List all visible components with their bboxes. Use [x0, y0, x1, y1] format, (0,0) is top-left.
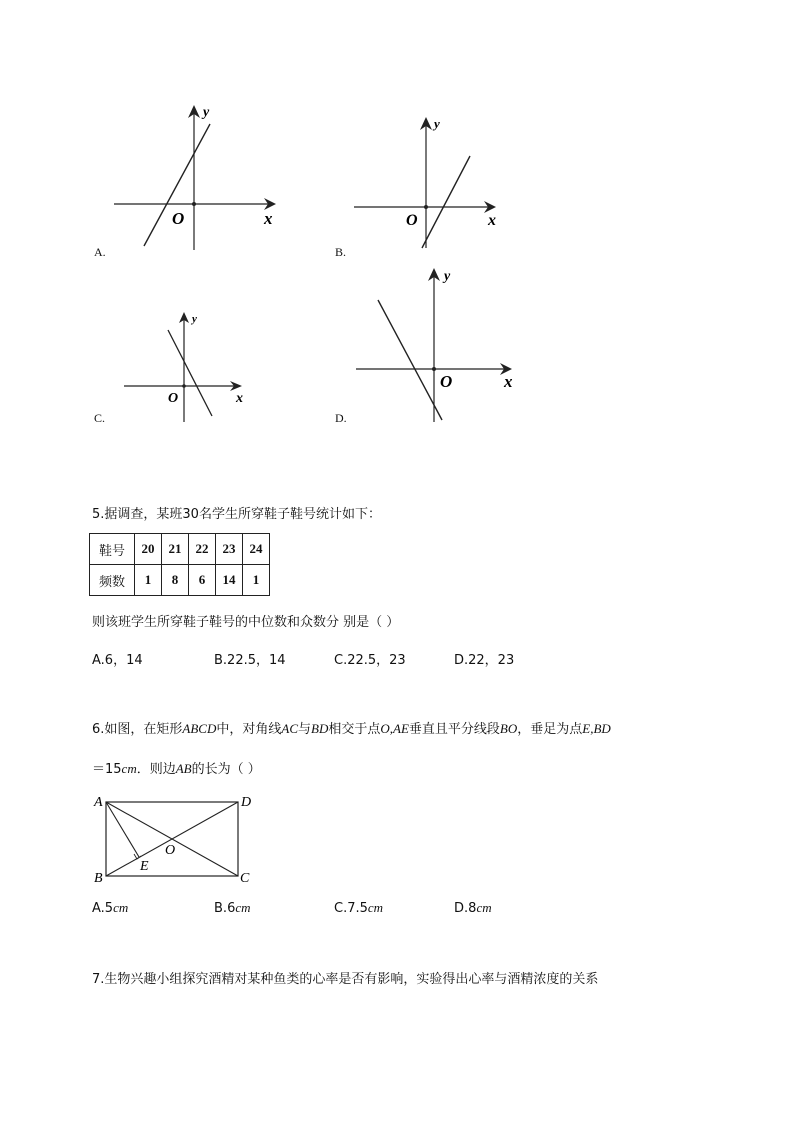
- graph-a-ylabel: y: [203, 105, 210, 120]
- table-cell: 23: [216, 534, 243, 565]
- q6-text: 6.如图，在矩形: [92, 722, 183, 737]
- option-a-label: A.: [94, 245, 106, 259]
- graph-c-xlabel: x: [236, 391, 243, 406]
- q6-text: D.: [454, 901, 469, 916]
- graph-a-xlabel: x: [264, 209, 273, 228]
- q6-text: A.: [92, 901, 105, 916]
- q5-choice-a: A.6，14: [92, 653, 143, 668]
- q6-text: ＝15: [92, 762, 122, 777]
- question-5-stem: 5.据调查，某班30名学生所穿鞋子鞋号统计如下：: [92, 507, 381, 522]
- q6-math: AE: [393, 721, 409, 736]
- table-cell: 21: [162, 534, 189, 565]
- graph-option-b: [350, 112, 510, 252]
- table-cell: 6: [189, 565, 216, 596]
- q6-math: cm: [476, 900, 492, 915]
- graph-option-a: [110, 100, 290, 260]
- question-6-stem-line2: [92, 758, 261, 777]
- q6-math: cm: [121, 761, 137, 776]
- question-7-stem: 7.生物兴趣小组探究酒精对某种鱼类的心率是否有影响，实验得出心率与酒精浓度的关系: [92, 972, 599, 987]
- question-6-stem-line1: [92, 718, 611, 737]
- q6-text: 相交于点: [328, 722, 381, 737]
- q6-text: B.: [214, 901, 228, 916]
- q6-math: E: [582, 721, 591, 736]
- option-d-label: D.: [335, 411, 347, 425]
- q6-text: 垂直且平分线段: [408, 722, 500, 737]
- graph-b-xlabel: x: [488, 212, 496, 229]
- q6-choice-b: [214, 900, 251, 916]
- q6-math: cm: [235, 900, 251, 915]
- q6-text: 5: [104, 901, 114, 916]
- table-cell: 8: [162, 565, 189, 596]
- option-b-label: B.: [335, 245, 347, 259]
- q6-math: AC: [281, 721, 298, 736]
- q6-text: 与: [298, 722, 312, 737]
- graph-d-xlabel: x: [504, 372, 513, 391]
- table-row: [90, 534, 270, 565]
- q6-math: BO: [499, 721, 518, 736]
- q5-choice-c: C.22.5，23: [334, 653, 406, 668]
- q6-text: ．则边: [136, 762, 176, 777]
- q6-math: cm: [367, 900, 384, 915]
- q6-choice-c: [334, 900, 383, 916]
- q6-choice-a: [92, 900, 128, 916]
- q6-text: 7.5: [347, 901, 368, 916]
- rectangle-figure: [90, 790, 265, 890]
- q6-text: C.: [334, 901, 348, 916]
- graph-d-ylabel: y: [444, 269, 451, 284]
- graph-option-d: [350, 262, 530, 427]
- graph-b-origin: O: [406, 212, 418, 229]
- table-header-cell: 频数: [90, 565, 135, 596]
- vertex-b: B: [94, 871, 103, 886]
- graph-c-origin: O: [168, 391, 179, 406]
- graph-a-origin: O: [172, 209, 185, 228]
- table-header-cell: 鞋号: [90, 534, 135, 565]
- q5-choice-b: B.22.5，14: [214, 653, 286, 668]
- point-o: O: [165, 843, 176, 858]
- table-row: [90, 565, 270, 596]
- q6-math: BD: [593, 721, 611, 736]
- q6-text: 6: [227, 901, 236, 916]
- table-cell: 22: [189, 534, 216, 565]
- vertex-c: C: [240, 871, 250, 886]
- table-cell: 20: [135, 534, 162, 565]
- graph-option-c: [120, 308, 260, 428]
- q6-text: 8: [468, 901, 477, 916]
- q6-text: ，垂足为点: [517, 722, 583, 737]
- q6-math: cm: [113, 900, 129, 915]
- question-5-prompt: 则该班学生所穿鞋子鞋号的中位数和众数分 别是（ ）: [92, 615, 400, 630]
- point-e: E: [140, 859, 149, 874]
- vertex-d: D: [241, 795, 252, 810]
- table-cell: 1: [243, 565, 270, 596]
- graph-b-ylabel: y: [434, 116, 440, 131]
- shoe-size-table: [89, 533, 270, 596]
- option-c-label: C.: [94, 411, 106, 425]
- q6-math: O: [380, 721, 390, 736]
- table-cell: 24: [243, 534, 270, 565]
- vertex-a: A: [94, 795, 103, 810]
- q5-choice-d: D.22，23: [454, 653, 515, 668]
- table-cell: 14: [216, 565, 243, 596]
- q6-text: 的长为（ ）: [191, 762, 261, 777]
- q6-math: BD: [311, 721, 329, 736]
- q6-choice-d: [454, 900, 492, 916]
- q6-math: ,: [389, 721, 394, 736]
- graph-d-origin: O: [440, 372, 453, 391]
- q6-math: ,: [590, 721, 594, 736]
- q6-math: AB: [175, 761, 192, 776]
- graph-c-ylabel: y: [192, 313, 197, 325]
- q6-math: ABCD: [182, 721, 217, 736]
- q6-text: 中，对角线: [216, 722, 282, 737]
- table-cell: 1: [135, 565, 162, 596]
